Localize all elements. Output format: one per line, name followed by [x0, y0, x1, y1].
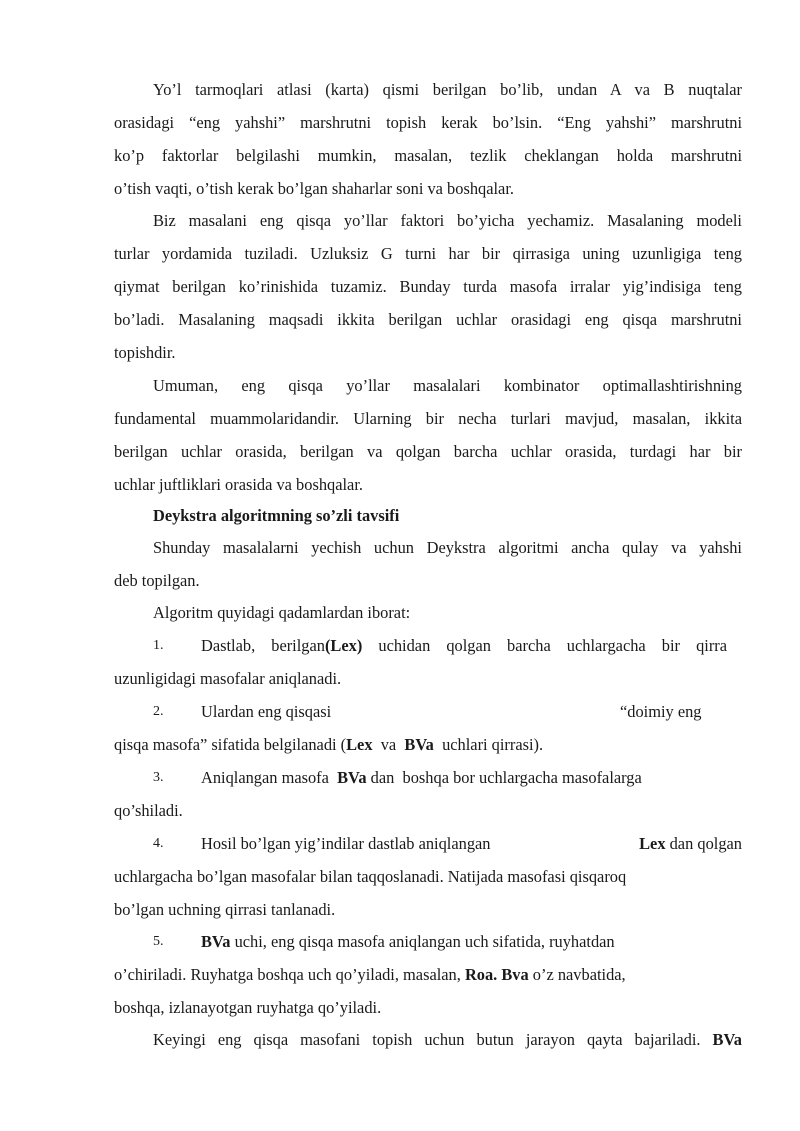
step-4-number: 4.: [153, 836, 164, 851]
step-5-number: 5.: [153, 934, 164, 949]
paragraph-5: Algoritm quyidagi qadamlardan iborat:: [153, 603, 411, 622]
step-1-line-2: uzunligidagi masofalar aniqlanadi.: [114, 669, 342, 688]
step-2-line-1-left: Ulardan eng qisqasi: [201, 702, 332, 721]
paragraph-1-line-3: ko’p faktorlar belgilashi mumkin, masalan, tezlik cheklangan holda marshrutni: [114, 146, 742, 165]
paragraph-3-line-4: uchlar juftliklari orasida va boshqalar.: [114, 475, 363, 494]
paragraph-1-line-2: orasidagi “eng yahshi” marshrutni topish kerak bo’lsin. “Eng yahshi” marshrutni: [114, 113, 742, 132]
paragraph-4-line-2: deb topilgan.: [114, 571, 200, 590]
paragraph-3-line-3: berilgan uchlar orasida, berilgan va qolgan barcha uchlar orasida, turdagi har bir: [114, 442, 742, 461]
step-5-line-2: o’chiriladi. Ruyhatga boshqa uch qo’yiladi, masalan, Roa. Bva o’z navbatida,: [114, 965, 626, 984]
section-heading: Deykstra algoritmning so’zli tavsifi: [153, 506, 400, 525]
step-1-line-1: Dastlab, berilgan(Lex) uchidan qolgan barcha uchlargacha bir qirra: [201, 636, 728, 655]
step-4-line-2: uchlargacha bo’lgan masofalar bilan taqqoslanadi. Natijada masofasi qisqaroq: [114, 867, 627, 886]
step-1-number: 1.: [153, 638, 164, 653]
step-3-line-1: Aniqlangan masofa BVa dan boshqa bor uchlargacha masofalarga: [201, 768, 642, 787]
step-3-number: 3.: [153, 770, 164, 785]
paragraph-1-line-4: o’tish vaqti, o’tish kerak bo’lgan shaharlar soni va boshqalar.: [114, 179, 514, 198]
step-5-line-1: BVa uchi, eng qisqa masofa aniqlangan uch sifatida, ruyhatdan: [201, 932, 615, 951]
paragraph-6-line-1: Keyingi eng qisqa masofani topish uchun butun jarayon qayta bajariladi. BVa: [153, 1030, 742, 1049]
step-4-line-3: bo’lgan uchning qirrasi tanlanadi.: [114, 900, 336, 919]
paragraph-1-line-1: Yo’l tarmoqlari atlasi (karta) qismi berilgan bo’lib, undan A va B nuqtalar: [153, 80, 742, 99]
paragraph-3-line-2: fundamental muammolaridandir. Ularning bir necha turlari mavjud, masalan, ikkita: [114, 409, 742, 428]
step-2-line-2: qisqa masofa” sifatida belgilanadi (Lex va BVa uchlari qirrasi).: [114, 735, 544, 754]
paragraph-3-line-1: Umuman, eng qisqa yo’llar masalalari kombinator optimallashtirishning: [153, 376, 742, 395]
step-5-line-3: boshqa, izlanayotgan ruyhatga qo’yiladi.: [114, 998, 382, 1017]
paragraph-2-line-1: Biz masalani eng qisqa yo’llar faktori bo’yicha yechamiz. Masalaning modeli: [153, 211, 742, 230]
step-4-line-1-left: Hosil bo’lgan yig’indilar dastlab aniqlangan: [201, 834, 491, 853]
paragraph-2-line-5: topishdir.: [114, 343, 176, 362]
step-4-line-1-right: Lex dan qolgan: [639, 834, 742, 853]
paragraph-2-line-3: qiymat berilgan ko’rinishida tuzamiz. Bunday turda masofa irralar yig’indisiga teng: [114, 277, 742, 296]
step-3-line-2: qo’shiladi.: [114, 801, 183, 820]
step-2-line-1-right: “doimiy eng: [620, 702, 702, 721]
step-2-number: 2.: [153, 704, 164, 719]
paragraph-2-line-2: turlar yordamida tuziladi. Uzluksiz G turni har bir qirrasiga uning uzunligiga teng: [114, 244, 742, 263]
paragraph-2-line-4: bo’ladi. Masalaning maqsadi ikkita berilgan uchlar orasidagi eng qisqa marshrutni: [114, 310, 742, 329]
paragraph-4-line-1: Shunday masalalarni yechish uchun Deykstra algoritmi ancha qulay va yahshi: [153, 538, 742, 557]
